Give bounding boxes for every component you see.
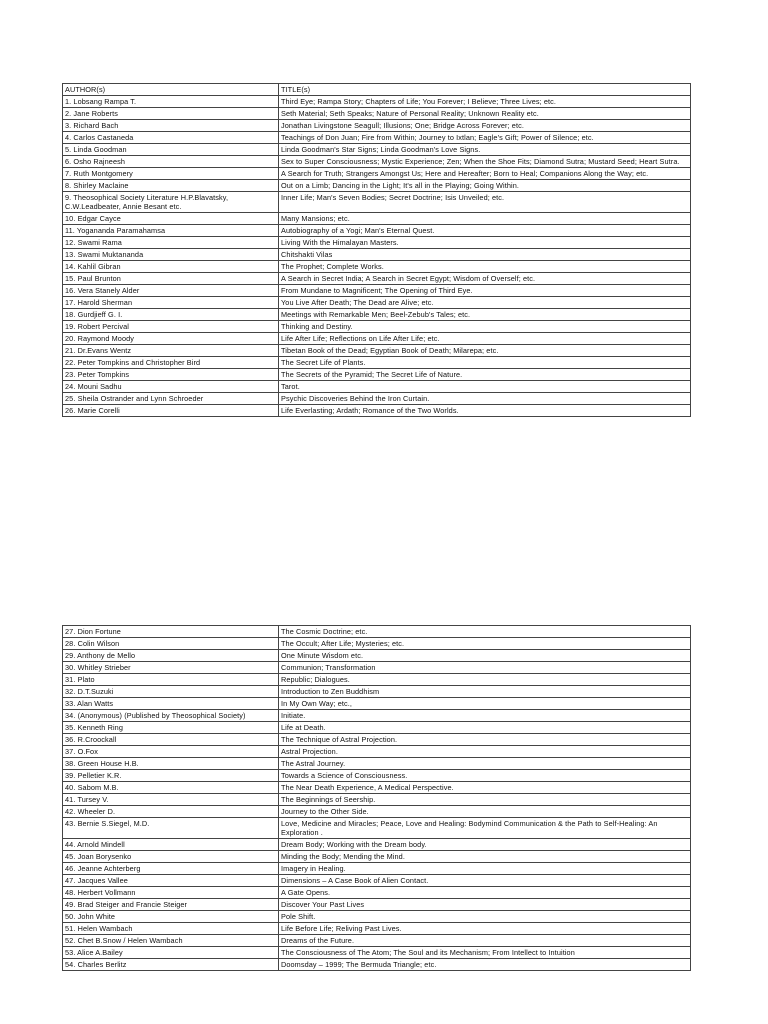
title-cell: Linda Goodman's Star Signs; Linda Goodman's Love Signs.: [279, 144, 691, 156]
title-cell: The Secret Life of Plants.: [279, 357, 691, 369]
table-row: [63, 722, 691, 734]
author-cell: 8. Shirley Maclaine: [63, 180, 279, 192]
title-cell: Chitshakti Vilas: [279, 249, 691, 261]
table-row: [63, 321, 691, 333]
author-cell: 42. Wheeler D.: [63, 806, 279, 818]
author-cell: 49. Brad Steiger and Francie Steiger: [63, 899, 279, 911]
books-table-part-1: [62, 83, 691, 417]
author-cell: 28. Colin Wilson: [63, 638, 279, 650]
title-cell: Journey to the Other Side.: [279, 806, 691, 818]
title-cell: From Mundane to Magnificent; The Opening of Third Eye.: [279, 285, 691, 297]
title-cell: A Gate Opens.: [279, 887, 691, 899]
table-row: [63, 132, 691, 144]
author-cell: 33. Alan Watts: [63, 698, 279, 710]
table-row: [63, 887, 691, 899]
author-cell: 1. Lobsang Rampa T.: [63, 96, 279, 108]
title-cell: Out on a Limb; Dancing in the Light; It's all in the Playing; Going Within.: [279, 180, 691, 192]
title-cell: Psychic Discoveries Behind the Iron Curtain.: [279, 393, 691, 405]
title-cell: Minding the Body; Mending the Mind.: [279, 851, 691, 863]
title-cell: Imagery in Healing.: [279, 863, 691, 875]
table-row: [63, 405, 691, 417]
title-cell: The Occult; After Life; Mysteries; etc.: [279, 638, 691, 650]
title-cell: Republic; Dialogues.: [279, 674, 691, 686]
title-cell: The Secrets of the Pyramid; The Secret Life of Nature.: [279, 369, 691, 381]
table-row: [63, 108, 691, 120]
title-cell: Doomsday – 1999; The Bermuda Triangle; etc.: [279, 959, 691, 971]
author-cell: 46. Jeanne Achterberg: [63, 863, 279, 875]
table-row: [63, 782, 691, 794]
table-row: [63, 626, 691, 638]
table-row: [63, 650, 691, 662]
table-row: [63, 237, 691, 249]
table-row: [63, 698, 691, 710]
table-row: [63, 369, 691, 381]
table-header-row: [63, 84, 691, 96]
title-cell: Initiate.: [279, 710, 691, 722]
table-row: [63, 381, 691, 393]
table-row: [63, 662, 691, 674]
table-row: [63, 758, 691, 770]
title-cell: Life Everlasting; Ardath; Romance of the Two Worlds.: [279, 405, 691, 417]
author-cell: 30. Whitley Strieber: [63, 662, 279, 674]
title-cell: Autobiography of a Yogi; Man's Eternal Quest.: [279, 225, 691, 237]
table-row: [63, 818, 691, 839]
author-cell: 36. R.Croockall: [63, 734, 279, 746]
table-row: [63, 273, 691, 285]
author-cell: 45. Joan Borysenko: [63, 851, 279, 863]
table-row: [63, 851, 691, 863]
author-cell: 4. Carlos Castaneda: [63, 132, 279, 144]
title-cell: The Prophet; Complete Works.: [279, 261, 691, 273]
title-cell: You Live After Death; The Dead are Alive; etc.: [279, 297, 691, 309]
author-cell: 5. Linda Goodman: [63, 144, 279, 156]
author-cell: 50. John White: [63, 911, 279, 923]
author-cell: 47. Jacques Vallee: [63, 875, 279, 887]
table-row: [63, 806, 691, 818]
table-row: [63, 309, 691, 321]
author-cell: 3. Richard Bach: [63, 120, 279, 132]
table-row: [63, 674, 691, 686]
author-cell: 34. (Anonymous) (Published by Theosophical Society): [63, 710, 279, 722]
table-row: [63, 638, 691, 650]
author-cell: 52. Chet B.Snow / Helen Wambach: [63, 935, 279, 947]
author-cell: 24. Mouni Sadhu: [63, 381, 279, 393]
title-cell: Seth Material; Seth Speaks; Nature of Personal Reality; Unknown Reality etc.: [279, 108, 691, 120]
table-row: [63, 168, 691, 180]
table-row: [63, 120, 691, 132]
table-row: [63, 839, 691, 851]
author-cell: 18. Gurdjieff G. I.: [63, 309, 279, 321]
table-row: [63, 911, 691, 923]
title-cell: The Cosmic Doctrine; etc.: [279, 626, 691, 638]
title-cell: The Technique of Astral Projection.: [279, 734, 691, 746]
title-cell: Dimensions – A Case Book of Alien Contact.: [279, 875, 691, 887]
author-cell: 29. Anthony de Mello: [63, 650, 279, 662]
author-cell: 43. Bernie S.Siegel, M.D.: [63, 818, 279, 839]
author-cell: 35. Kenneth Ring: [63, 722, 279, 734]
books-table-part-2: [62, 625, 691, 971]
title-cell: Love, Medicine and Miracles; Peace, Love and Healing: Bodymind Communication & the Path to Self-Healing: An Exploration .: [279, 818, 691, 839]
table-row: [63, 959, 691, 971]
table-row: [63, 156, 691, 168]
author-cell: 17. Harold Sherman: [63, 297, 279, 309]
table-row: [63, 297, 691, 309]
title-cell: Introduction to Zen Buddhism: [279, 686, 691, 698]
author-cell: 16. Vera Stanely Alder: [63, 285, 279, 297]
table-row: [63, 935, 691, 947]
title-cell: Dream Body; Working with the Dream body.: [279, 839, 691, 851]
title-cell: Communion; Transformation: [279, 662, 691, 674]
title-cell: Life After Life; Reflections on Life After Life; etc.: [279, 333, 691, 345]
table-row: [63, 261, 691, 273]
table-row: [63, 249, 691, 261]
author-cell: 7. Ruth Montgomery: [63, 168, 279, 180]
author-cell: 41. Tursey V.: [63, 794, 279, 806]
author-cell: 21. Dr.Evans Wentz: [63, 345, 279, 357]
author-cell: 23. Peter Tompkins: [63, 369, 279, 381]
table-row: [63, 710, 691, 722]
title-cell: Thinking and Destiny.: [279, 321, 691, 333]
title-cell: A Search in Secret India; A Search in Secret Egypt; Wisdom of Overself; etc.: [279, 273, 691, 285]
table-row: [63, 947, 691, 959]
table-row: [63, 393, 691, 405]
author-cell: 11. Yogananda Paramahamsa: [63, 225, 279, 237]
title-cell: Life at Death.: [279, 722, 691, 734]
title-cell: Pole Shift.: [279, 911, 691, 923]
table-row: [63, 345, 691, 357]
title-cell: Discover Your Past Lives: [279, 899, 691, 911]
title-column-header: TITLE(s): [279, 84, 691, 96]
author-cell: 38. Green House H.B.: [63, 758, 279, 770]
table-row: [63, 285, 691, 297]
author-cell: 12. Swami Rama: [63, 237, 279, 249]
title-cell: Living With the Himalayan Masters.: [279, 237, 691, 249]
author-cell: 31. Plato: [63, 674, 279, 686]
author-cell: 20. Raymond Moody: [63, 333, 279, 345]
table-row: [63, 144, 691, 156]
title-cell: Teachings of Don Juan; Fire from Within; Journey to Ixtlan; Eagle's Gift; Power of Silence; etc.: [279, 132, 691, 144]
author-cell: 10. Edgar Cayce: [63, 213, 279, 225]
title-cell: The Near Death Experience, A Medical Perspective.: [279, 782, 691, 794]
author-cell: 19. Robert Percival: [63, 321, 279, 333]
author-cell: 37. O.Fox: [63, 746, 279, 758]
author-cell: 53. Alice A.Bailey: [63, 947, 279, 959]
title-cell: The Beginnings of Seership.: [279, 794, 691, 806]
author-cell: 48. Herbert Vollmann: [63, 887, 279, 899]
title-cell: Life Before Life; Reliving Past Lives.: [279, 923, 691, 935]
table-body: [63, 84, 691, 417]
title-cell: The Consciousness of The Atom; The Soul and its Mechanism; From Intellect to Intuition: [279, 947, 691, 959]
author-cell: 22. Peter Tompkins and Christopher Bird: [63, 357, 279, 369]
author-cell: 6. Osho Rajneesh: [63, 156, 279, 168]
table-row: [63, 923, 691, 935]
author-cell: 9. Theosophical Society Literature H.P.Blavatsky, C.W.Leadbeater, Annie Besant etc.: [63, 192, 279, 213]
table-row: [63, 96, 691, 108]
author-cell: 15. Paul Brunton: [63, 273, 279, 285]
table-body: [63, 626, 691, 971]
title-cell: The Astral Journey.: [279, 758, 691, 770]
title-cell: Dreams of the Future.: [279, 935, 691, 947]
author-column-header: AUTHOR(s): [63, 84, 279, 96]
author-cell: 32. D.T.Suzuki: [63, 686, 279, 698]
table-row: [63, 213, 691, 225]
table-row: [63, 192, 691, 213]
table-row: [63, 863, 691, 875]
title-cell: Tibetan Book of the Dead; Egyptian Book of Death; Milarepa; etc.: [279, 345, 691, 357]
author-cell: 2. Jane Roberts: [63, 108, 279, 120]
table-row: [63, 686, 691, 698]
author-cell: 27. Dion Fortune: [63, 626, 279, 638]
author-cell: 14. Kahlil Gibran: [63, 261, 279, 273]
table-row: [63, 180, 691, 192]
author-cell: 51. Helen Wambach: [63, 923, 279, 935]
title-cell: Astral Projection.: [279, 746, 691, 758]
author-cell: 40. Sabom M.B.: [63, 782, 279, 794]
title-cell: One Minute Wisdom etc.: [279, 650, 691, 662]
table-row: [63, 225, 691, 237]
author-cell: 26. Marie Corelli: [63, 405, 279, 417]
author-cell: 44. Arnold Mindell: [63, 839, 279, 851]
title-cell: In My Own Way; etc.,: [279, 698, 691, 710]
title-cell: Sex to Super Consciousness; Mystic Experience; Zen; When the Shoe Fits; Diamond Sutra; Mustard Seed; Heart Sutra.: [279, 156, 691, 168]
title-cell: Tarot.: [279, 381, 691, 393]
title-cell: Jonathan Livingstone Seagull; Illusions; One; Bridge Across Forever; etc.: [279, 120, 691, 132]
table-row: [63, 734, 691, 746]
title-cell: Inner Life; Man's Seven Bodies; Secret Doctrine; Isis Unveiled; etc.: [279, 192, 691, 213]
author-cell: 13. Swami Muktananda: [63, 249, 279, 261]
table-row: [63, 746, 691, 758]
title-cell: Towards a Science of Consciousness.: [279, 770, 691, 782]
title-cell: A Search for Truth; Strangers Amongst Us; Here and Hereafter; Born to Heal; Companions Along the Way; etc.: [279, 168, 691, 180]
table-row: [63, 770, 691, 782]
table-row: [63, 333, 691, 345]
table-row: [63, 899, 691, 911]
author-cell: 25. Sheila Ostrander and Lynn Schroeder: [63, 393, 279, 405]
author-cell: 54. Charles Berlitz: [63, 959, 279, 971]
title-cell: Meetings with Remarkable Men; Beel-Zebub's Tales; etc.: [279, 309, 691, 321]
author-cell: 39. Pelletier K.R.: [63, 770, 279, 782]
table-row: [63, 794, 691, 806]
table-row: [63, 357, 691, 369]
table-row: [63, 875, 691, 887]
title-cell: Third Eye; Rampa Story; Chapters of Life; You Forever; I Believe; Three Lives; etc.: [279, 96, 691, 108]
title-cell: Many Mansions; etc.: [279, 213, 691, 225]
